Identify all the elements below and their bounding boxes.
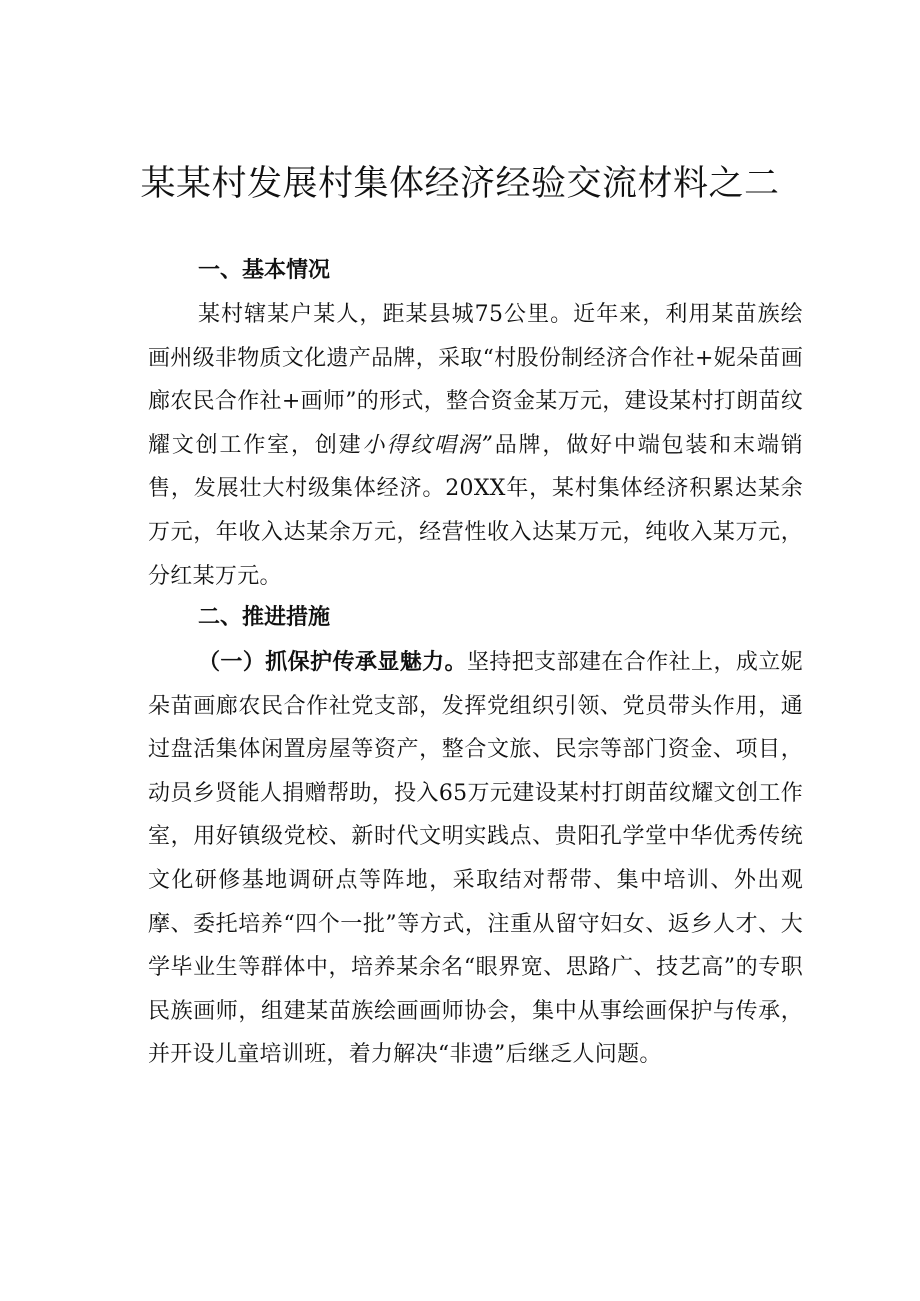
brand-name: 小得纹唱涡” — [362, 432, 494, 458]
paragraph-text: 坚持把支部建在合作社上，成立妮朵苗画廊农民合作社党支部，发挥党组织引领、党员带头作用，通过盘活集体闲置房屋等资产，整合文旅、民宗等部门资金、项目，动员乡贤能人捐赠帮助，投入65万元建设某村打朗苗纹耀文创工作室，用好镇级党校、新时代文明实践点、贵阳孔学堂中华优秀传统文化研修基地调研点等阵地，采取结对帮带、集中培训、外出观摩、委托培养“四个一批”等方式，注重从留守妇女、返乡人才、大学毕业生等群体中，培养某余名“眼界宽、思路广、技艺高”的专职民族画师，组建某苗族绘画画师协会，集中从事绘画保护与传承，并开设儿童培训班，着力解决“非遗”后继乏人问题。 — [148, 650, 803, 1068]
measure-lead: （一）抓保护传承显魅力。 — [198, 650, 467, 675]
section-heading-measures: 二、推进措施 — [198, 605, 331, 630]
paragraph-basic-info — [148, 293, 803, 598]
paragraph-text: 某村辖某户某人，距某县城75公里。近年来，利用某苗族绘画州级非物质文化遗产品牌，采取“村股份制经济合作社+妮朵苗画廊农民合作社+画师”的形式，整合资金某万元，建设某村打朗苗纹耀文创工作室，创建 — [148, 302, 803, 458]
paragraph-text: 品牌，做好中端包装和末端销售，发展壮大村级集体经济。20XX年，某村集体经济积累达某余万元，年收入达某余万元，经营性收入达某万元，纯收入某万元，分红某万元。 — [148, 432, 803, 589]
paragraph-measure-1 — [148, 641, 803, 1077]
document-title: 某某村发展村集体经济经验交流材料之二 — [140, 164, 780, 204]
section-heading-basic-info: 一、基本情况 — [198, 258, 331, 283]
